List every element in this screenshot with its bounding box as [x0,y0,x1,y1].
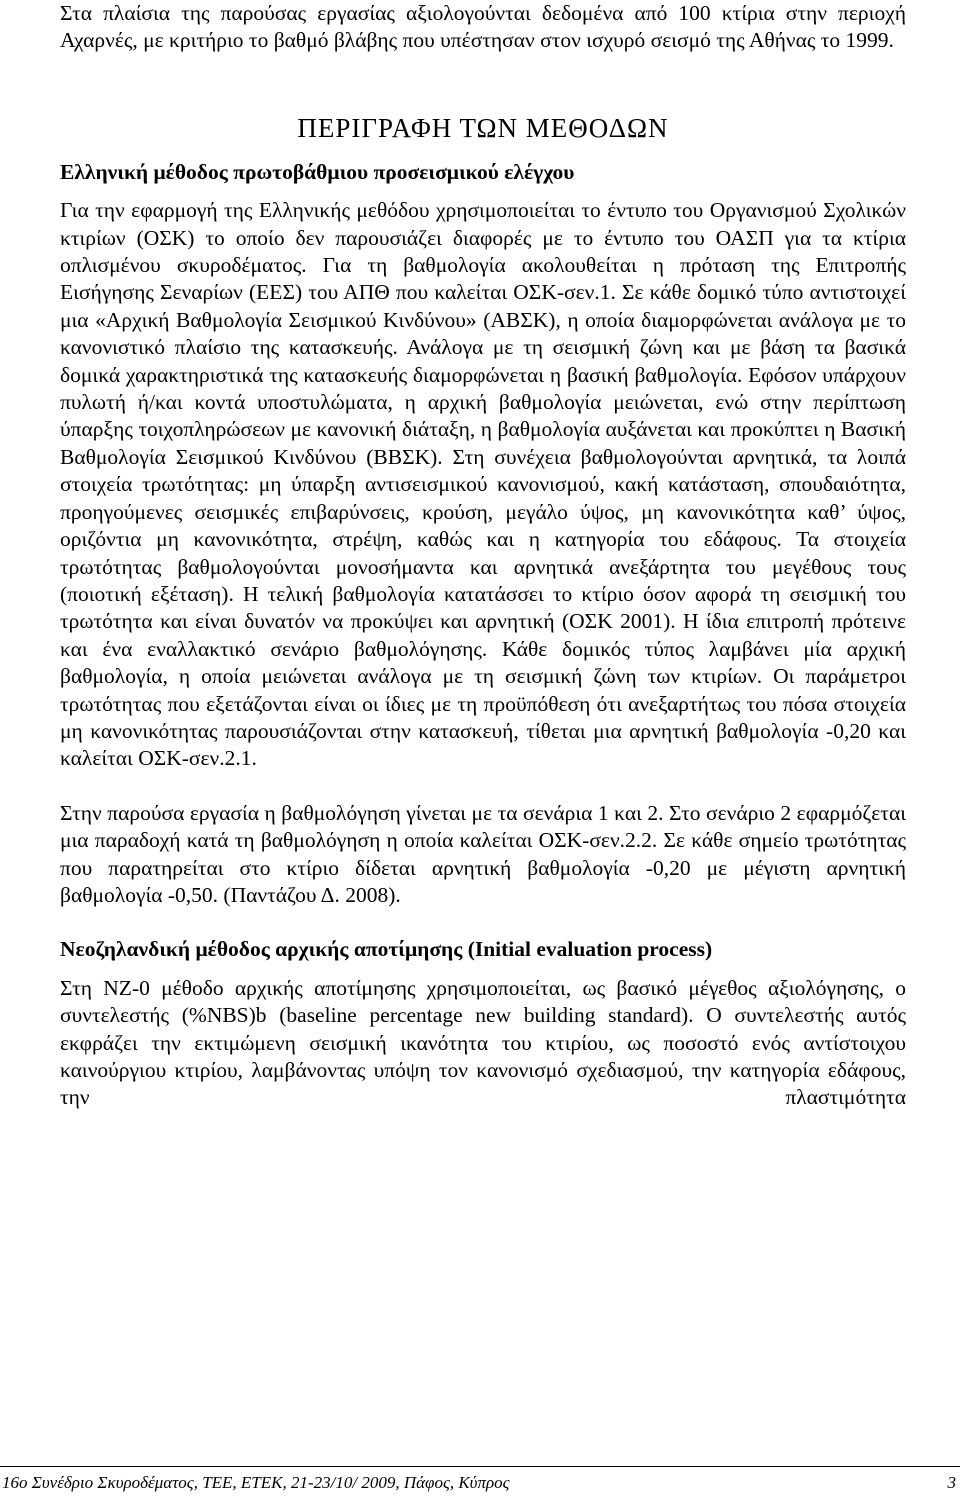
document-page [60,0,906,1112]
section-title: ΠΕΡΙΓΡΑΦΗ ΤΩΝ ΜΕΘΟΔΩΝ [297,112,669,143]
greek-method-heading: Ελληνική μέθοδος πρωτοβάθμιου προσεισμικού ελέγχου [60,159,575,184]
greek-method-paragraph-2: Στην παρούσα εργασία η βαθμολόγηση γίνεται με τα σενάρια 1 και 2. Στο σενάριο 2 εφαρμόζεται μια παραδοχή κατά τη βαθμολόγηση η οποία καλείται ΟΣΚ-σεν.2.2. Σε κάθε σημείο τρωτότητας που παρατηρείται στο κτίριο δίδεται αρνητική βαθμολογία -0,20 με μέγιστη αρνητική βαθμολογία -0,50. (Παντάζου Δ. 2008). [60,800,906,907]
footer-conference: 16ο Συνέδριο Σκυροδέματος, ΤΕΕ, ΕΤΕΚ, 21-23/10/ 2009, Πάφος, Κύπρος [2,1473,510,1492]
page-footer [0,1466,960,1496]
greek-method-paragraph-1: Για την εφαρμογή της Ελληνικής μεθόδου χρησιμοποιείται το έντυπο του Οργανισμού Σχολικών κτιρίων (ΟΣΚ) το οποίο δεν παρουσιάζει διαφορές με το έντυπο του ΟΑΣΠ για τα κτίρια οπλισμένου σκυροδέματος. Για τη βαθμολογία ακολουθείται η πρόταση της Επιτροπής Εισήγησης Σεναρίων (ΕΕΣ) του ΑΠΘ που καλείται ΟΣΚ-σεν.1. Σε κάθε δομικό τύπο αντιστοιχεί μια «Αρχική Βαθμολογία Σεισμικού Κινδύνου» (ΑΒΣΚ), η οποία διαμορφώνεται ανάλογα με το κανονιστικό πλαίσιο της κατασκευής. Ανάλογα με τη σεισμική ζώνη και με βάση τα βασικά δομικά χαρακτηριστικά της κατασκευής διαμορφώνεται η βασική βαθμολογία. Εφόσον υπάρχουν πυλωτή ή/και κοντά υποστυλώματα, η αρχική βαθμολογία μειώνεται, ενώ στην περίπτωση ύπαρξης τοιχοπληρώσεων με κανονική διάταξη, η βαθμολογία αυξάνεται και προκύπτει η Βασική Βαθμολογία Σεισμικού Κινδύνου (ΒΒΣΚ). Στη συνέχεια βαθμολογούνται αρνητικά, τα λοιπά στοιχεία τρωτότητας: μη ύπαρξη αντισεισμικού κανονισμού, κακή κατάσταση, σπουδαιότητα, προηγούμενες σεισμικές επιβαρύνσεις, κρούση, μεγάλο ύψος, μη κανονικότητα καθ’ ύψος, οριζόντια μη κανονικότητα, στρέψη, καθώς και η κατηγορία του εδάφους. Τα στοιχεία τρωτότητας βαθμολογούνται μονοσήμαντα και αρνητικά ανεξάρτητα του μεγέθους τους (ποιοτική εξέταση). Η τελική βαθμολογία κατατάσσει το κτίριο όσον αφορά τη σεισμική του τρωτότητα και είναι δυνατόν να προκύψει και αρνητική (ΟΣΚ 2001). Η ίδια επιτροπή πρότεινε και ένα εναλλακτικό σενάριο βαθμολόγησης. Κάθε δομικός τύπος λαμβάνει μία αρχική βαθμολογία, η οποία μειώνεται ανάλογα με τη σεισμική ζώνη των κτιρίων. Οι παράμετροι τρωτότητας που εξετάζονται είναι οι ίδιες με τη προϋπόθεση ότι ανεξαρτήτως του πόσα στοιχεία μη κανονικότητας παρουσιάζονται στην κατασκευή, τίθεται μια αρνητική βαθμολογία -0,20 και καλείται ΟΣΚ-σεν.2.1. [60,198,906,771]
nz-method-paragraph: Στη NZ-0 μέθοδο αρχικής αποτίμησης χρησιμοποιείται, ως βασικό μέγεθος αξιολόγησης, ο συντελεστής (%NBS)b (baseline percentage new building standard). Ο συντελεστής αυτός εκφράζει την εκτιμώμενη σεισμική ικανότητα του κτιρίου, ως ποσοστό ενός αντίστοιχου καινούργιου κτιρίου, λαμβάνοντας υπόψη τον κανονισμό σχεδιασμού, την κατηγορία εδάφους, την πλαστιμότητα [60,975,906,1110]
footer-page-number: 3 [947,1473,956,1492]
nz-method-heading: Νεοζηλανδική μέθοδος αρχικής αποτίμησης (Initial evaluation process) [60,937,713,962]
intro-paragraph: Στα πλαίσια της παρούσας εργασίας αξιολογούνται δεδομένα από 100 κτίρια στην περιοχή Αχαρνές, με κριτήριο το βαθμό βλάβης που υπέστησαν στον ισχυρό σεισμό της Αθήνας το 1999. [60,1,906,53]
